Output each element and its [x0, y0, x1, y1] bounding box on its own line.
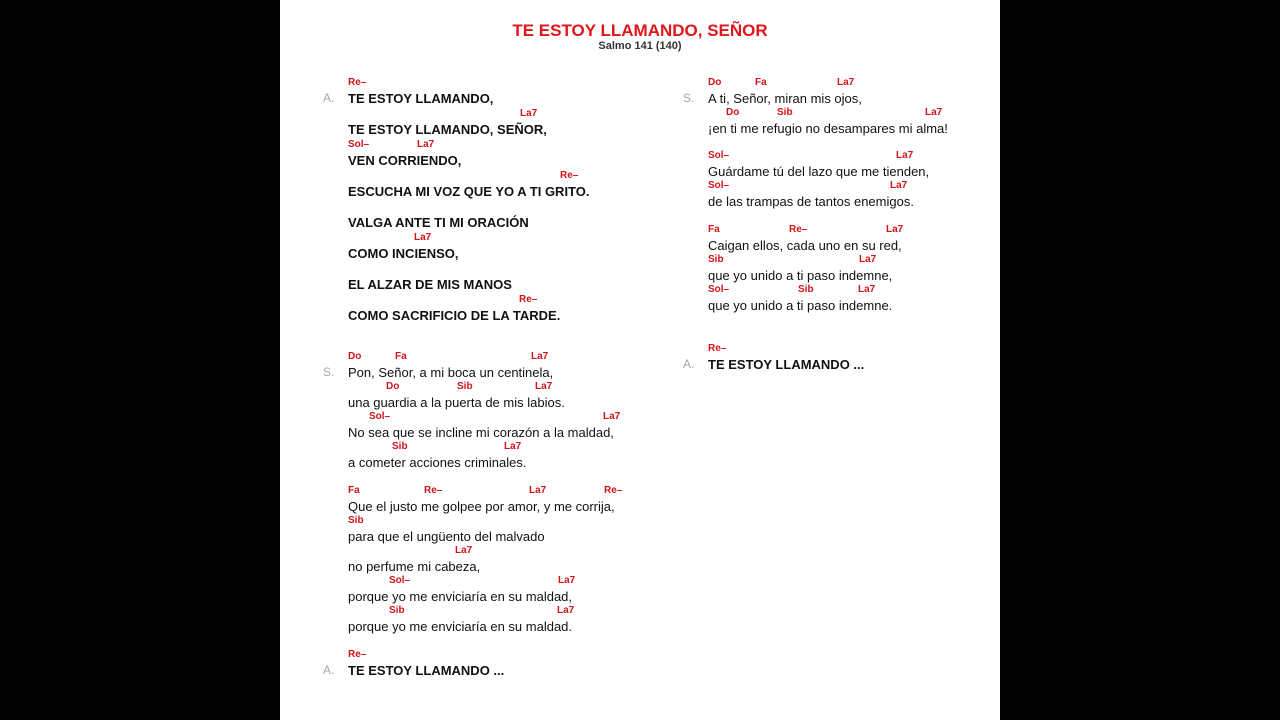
chord-label: Sol– — [708, 150, 730, 161]
chord-label: La7 — [520, 108, 538, 119]
marker-antiphon: A. — [323, 663, 335, 677]
lyric-line: Caigan ellos, cada uno en su red, — [708, 238, 902, 253]
chord-label: Sib — [798, 284, 814, 295]
marker-antiphon: A. — [323, 91, 335, 105]
chord-label: Re– — [424, 485, 443, 496]
lyric-line: porque yo me enviciaría en su maldad, — [348, 589, 573, 604]
chord-label: Fa — [395, 351, 407, 362]
chord-label: Fa — [348, 485, 360, 496]
marker-stanza: S. — [323, 365, 335, 379]
chord-label: La7 — [417, 139, 435, 150]
lyric-line: Pon, Señor, a mi boca un centinela, — [348, 365, 554, 380]
lyric-line: no perfume mi cabeza, — [348, 559, 481, 574]
chord-label: Re– — [789, 224, 808, 235]
chord-label: Sol– — [369, 411, 391, 422]
chord-label: La7 — [529, 485, 547, 496]
lyric-line: EL ALZAR DE MIS MANOS — [348, 277, 512, 292]
chord-label: Sol– — [708, 284, 730, 295]
chord-label: Do — [726, 107, 740, 118]
lyric-line: ESCUCHA MI VOZ QUE YO A TI GRITO. — [348, 184, 590, 199]
chord-label: Sol– — [348, 139, 370, 150]
chord-label: Re– — [348, 649, 367, 660]
chord-label: La7 — [414, 232, 432, 243]
chord-label: Sib — [708, 254, 724, 265]
lyric-line: para que el ungüento del malvado — [348, 529, 545, 544]
chord-label: Sib — [389, 605, 405, 616]
lyric-line: COMO SACRIFICIO DE LA TARDE. — [348, 308, 561, 323]
marker-antiphon: A. — [683, 357, 695, 371]
chord-label: La7 — [890, 180, 908, 191]
song-sheet — [280, 0, 1000, 720]
lyric-line: TE ESTOY LLAMANDO, SEÑOR, — [348, 122, 547, 137]
lyric-line: que yo unido a ti paso indemne. — [708, 298, 893, 313]
chord-label: Re– — [348, 77, 367, 88]
chord-label: La7 — [558, 575, 576, 586]
lyric-line: TE ESTOY LLAMANDO, — [348, 91, 494, 106]
lyric-line: TE ESTOY LLAMANDO ... — [708, 357, 865, 372]
chord-label: Re– — [560, 170, 579, 181]
chord-label: Sib — [777, 107, 793, 118]
lyric-line: de las trampas de tantos enemigos. — [708, 194, 914, 209]
chord-label: La7 — [886, 224, 904, 235]
chord-label: Sol– — [708, 180, 730, 191]
chord-label: La7 — [896, 150, 914, 161]
lyric-line: a cometer acciones criminales. — [348, 455, 527, 470]
chord-label: Do — [348, 351, 362, 362]
lyric-line: VALGA ANTE TI MI ORACIÓN — [348, 215, 529, 230]
lyric-line: que yo unido a ti paso indemne, — [708, 268, 893, 283]
chord-label: Fa — [708, 224, 720, 235]
lyric-line: VEN CORRIENDO, — [348, 153, 462, 168]
chord-label: La7 — [504, 441, 522, 452]
chord-label: Re– — [519, 294, 538, 305]
lyric-line: Guárdame tú del lazo que me tienden, — [708, 164, 930, 179]
chord-label: La7 — [858, 284, 876, 295]
lyric-line: ¡en ti me refugio no desampares mi alma! — [708, 121, 948, 136]
chord-label: La7 — [925, 107, 943, 118]
lyric-line: COMO INCIENSO, — [348, 246, 459, 261]
chord-label: Do — [708, 77, 722, 88]
chord-label: La7 — [455, 545, 473, 556]
chord-label: Sib — [457, 381, 473, 392]
lyric-line: No sea que se incline mi corazón a la maldad, — [348, 425, 614, 440]
lyric-line: una guardia a la puerta de mis labios. — [348, 395, 565, 410]
lyric-line: A ti, Señor, miran mis ojos, — [708, 91, 862, 106]
chord-label: Sib — [348, 515, 364, 526]
chord-label: La7 — [531, 351, 549, 362]
chord-label: Do — [386, 381, 400, 392]
chord-label: La7 — [603, 411, 621, 422]
marker-stanza: S. — [683, 91, 695, 105]
chord-label: Re– — [604, 485, 623, 496]
chord-label: La7 — [557, 605, 575, 616]
chord-label: La7 — [837, 77, 855, 88]
chord-label: Sol– — [389, 575, 411, 586]
lyric-line: porque yo me enviciaría en su maldad. — [348, 619, 573, 634]
lyric-line: TE ESTOY LLAMANDO ... — [348, 663, 505, 678]
chord-label: La7 — [859, 254, 877, 265]
chord-label: Fa — [755, 77, 767, 88]
lyric-line: Que el justo me golpee por amor, y me corrija, — [348, 499, 615, 514]
chord-label: Re– — [708, 343, 727, 354]
chord-label: La7 — [535, 381, 553, 392]
song-subtitle: Salmo 141 (140) — [598, 40, 682, 52]
chord-label: Sib — [392, 441, 408, 452]
song-title: TE ESTOY LLAMANDO, SEÑOR — [512, 21, 768, 40]
